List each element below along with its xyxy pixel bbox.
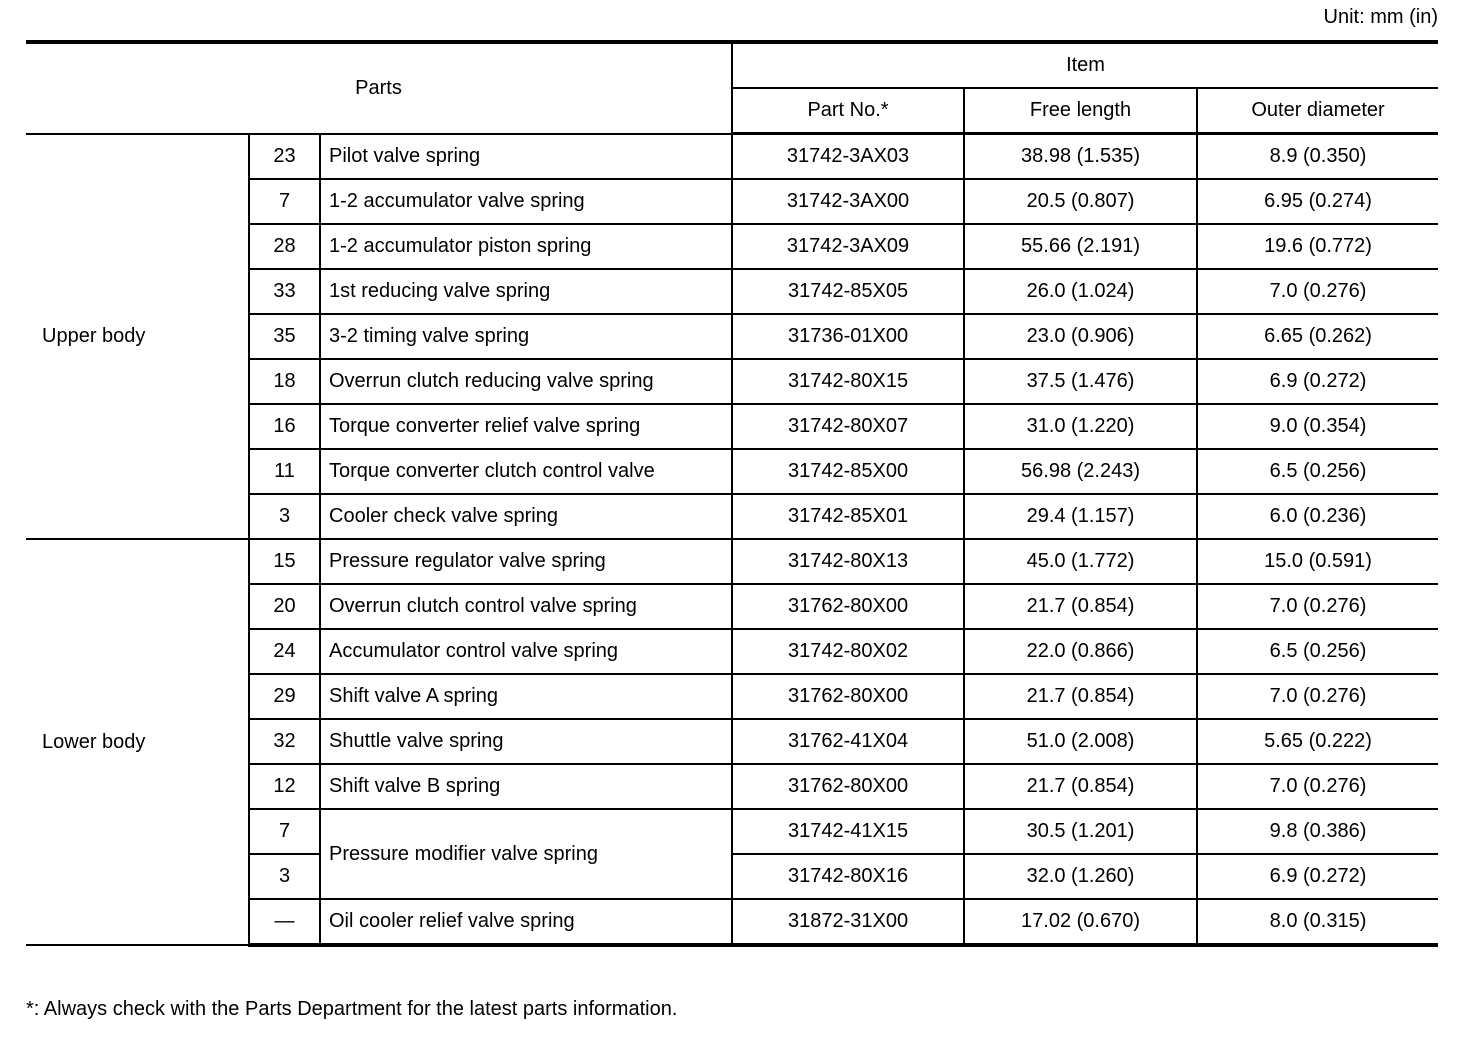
outer-diameter: 6.5 (0.256) [1197,449,1438,494]
outer-diameter: 15.0 (0.591) [1197,539,1438,584]
part-name: 1-2 accumulator piston spring [320,224,732,269]
item-number: 7 [249,809,320,854]
item-number: 20 [249,584,320,629]
part-number: 31742-80X02 [732,629,964,674]
outer-diameter: 8.0 (0.315) [1197,899,1438,945]
footnote: *: Always check with the Parts Department for the latest parts information. [26,998,678,1020]
part-number: 31742-85X01 [732,494,964,539]
table-row [26,539,1438,584]
item-number: 7 [249,179,320,224]
part-name: Pressure regulator valve spring [320,539,732,584]
free-length: 20.5 (0.807) [964,179,1197,224]
part-number: 31742-3AX09 [732,224,964,269]
item-number: 15 [249,539,320,584]
item-number: 18 [249,359,320,404]
part-name: Pilot valve spring [320,134,732,180]
outer-diameter: 7.0 (0.276) [1197,269,1438,314]
outer-diameter: 6.9 (0.272) [1197,854,1438,899]
part-number: 31762-80X00 [732,674,964,719]
outer-diameter: 6.0 (0.236) [1197,494,1438,539]
item-number: 28 [249,224,320,269]
part-name: Cooler check valve spring [320,494,732,539]
free-length: 23.0 (0.906) [964,314,1197,359]
part-number: 31742-80X13 [732,539,964,584]
outer-diameter: 7.0 (0.276) [1197,764,1438,809]
part-number: 31742-85X00 [732,449,964,494]
free-length: 26.0 (1.024) [964,269,1197,314]
free-length: 51.0 (2.008) [964,719,1197,764]
free-length: 21.7 (0.854) [964,674,1197,719]
part-name: 1-2 accumulator valve spring [320,179,732,224]
part-number: 31762-80X00 [732,764,964,809]
free-length: 22.0 (0.866) [964,629,1197,674]
free-length: 45.0 (1.772) [964,539,1197,584]
part-name: Shuttle valve spring [320,719,732,764]
item-number: 24 [249,629,320,674]
group-lower-body: Lower body [26,539,249,945]
outer-diameter: 6.95 (0.274) [1197,179,1438,224]
item-number: 23 [249,134,320,180]
part-number: 31762-41X04 [732,719,964,764]
item-number: 3 [249,854,320,899]
free-length: 55.66 (2.191) [964,224,1197,269]
part-name: Torque converter clutch control valve [320,449,732,494]
outer-diameter: 6.65 (0.262) [1197,314,1438,359]
part-number: 31762-80X00 [732,584,964,629]
header-item: Item [732,42,1438,88]
part-number: 31742-80X16 [732,854,964,899]
table-row [26,134,1438,180]
part-name: Overrun clutch control valve spring [320,584,732,629]
header-parts: Parts [26,42,732,134]
item-number: 29 [249,674,320,719]
free-length: 31.0 (1.220) [964,404,1197,449]
item-number: 33 [249,269,320,314]
part-number: 31742-3AX00 [732,179,964,224]
part-name: Overrun clutch reducing valve spring [320,359,732,404]
header-part-no: Part No.* [732,88,964,134]
free-length: 56.98 (2.243) [964,449,1197,494]
outer-diameter: 5.65 (0.222) [1197,719,1438,764]
part-number: 31872-31X00 [732,899,964,945]
outer-diameter: 7.0 (0.276) [1197,584,1438,629]
part-name: Shift valve A spring [320,674,732,719]
outer-diameter: 9.8 (0.386) [1197,809,1438,854]
part-number: 31742-80X07 [732,404,964,449]
outer-diameter: 6.5 (0.256) [1197,629,1438,674]
item-number: 11 [249,449,320,494]
free-length: 29.4 (1.157) [964,494,1197,539]
free-length: 38.98 (1.535) [964,134,1197,180]
outer-diameter: 9.0 (0.354) [1197,404,1438,449]
part-name: Torque converter relief valve spring [320,404,732,449]
item-number: 35 [249,314,320,359]
free-length: 30.5 (1.201) [964,809,1197,854]
part-name: Accumulator control valve spring [320,629,732,674]
outer-diameter: 7.0 (0.276) [1197,674,1438,719]
header-outer-diameter: Outer diameter [1197,88,1438,134]
item-number: 3 [249,494,320,539]
unit-label: Unit: mm (in) [1323,6,1438,28]
group-upper-body: Upper body [26,134,249,540]
part-number: 31736-01X00 [732,314,964,359]
part-number: 31742-3AX03 [732,134,964,180]
part-name: Shift valve B spring [320,764,732,809]
free-length: 37.5 (1.476) [964,359,1197,404]
part-name: Oil cooler relief valve spring [320,899,732,945]
outer-diameter: 6.9 (0.272) [1197,359,1438,404]
item-number: — [249,899,320,945]
spring-spec-table [26,40,1438,947]
outer-diameter: 19.6 (0.772) [1197,224,1438,269]
part-number: 31742-85X05 [732,269,964,314]
part-name: 1st reducing valve spring [320,269,732,314]
item-number: 32 [249,719,320,764]
part-number: 31742-80X15 [732,359,964,404]
free-length: 21.7 (0.854) [964,584,1197,629]
part-name: 3-2 timing valve spring [320,314,732,359]
free-length: 17.02 (0.670) [964,899,1197,945]
header-free-length: Free length [964,88,1197,134]
part-name: Pressure modifier valve spring [320,809,732,899]
item-number: 16 [249,404,320,449]
outer-diameter: 8.9 (0.350) [1197,134,1438,180]
free-length: 21.7 (0.854) [964,764,1197,809]
free-length: 32.0 (1.260) [964,854,1197,899]
part-number: 31742-41X15 [732,809,964,854]
item-number: 12 [249,764,320,809]
